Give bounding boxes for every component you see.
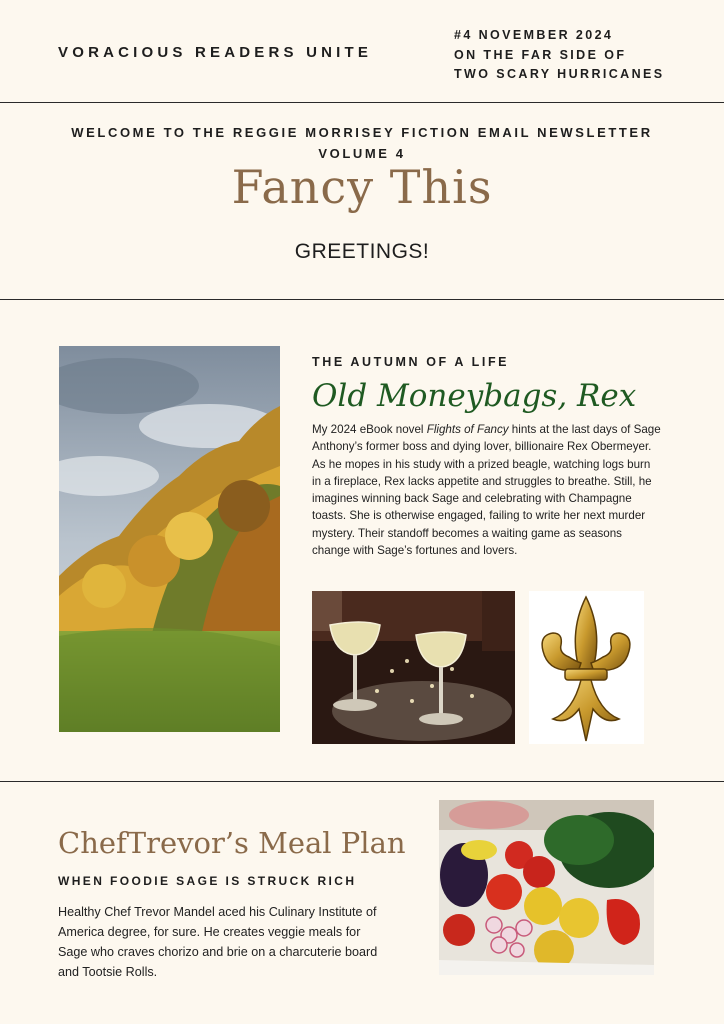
- issue-line-3: TWO SCARY HURRICANES: [454, 67, 665, 81]
- divider-middle: [0, 299, 724, 300]
- newsletter-header: [0, 0, 724, 102]
- article-body-prefix: My 2024 eBook novel: [312, 423, 427, 436]
- greeting: GREETINGS!: [294, 240, 430, 263]
- brand-name: VORACIOUS READERS UNITE: [58, 44, 373, 61]
- vegetables-photo: [439, 800, 654, 975]
- article-kicker: THE AUTUMN OF A LIFE: [312, 355, 510, 369]
- issue-info: [454, 26, 665, 85]
- autumn-forest-photo: [59, 346, 280, 732]
- fleur-de-lis-image: [529, 591, 644, 744]
- chef-kicker: WHEN FOODIE SAGE IS STRUCK RICH: [58, 874, 357, 888]
- issue-line-2: ON THE FAR SIDE OF: [454, 47, 627, 62]
- article-body-rest: hints at the last days of Sage Anthony’s former boss and dying lover, billionaire Rex Obermeyer. As he mopes in his study with a prized beagle, watching logs burn in a fireplace, Rex lacks appetite and struggles to breathe. Still, he imagines winning back Sage and celebrating with Champagne toasts. She is otherwise engaged, failing to write her next murder mystery. Their standoff becomes a waiting game as seasons change with Sage’s fortunes and lovers.: [312, 423, 661, 558]
- champagne-glasses-photo: [312, 591, 515, 744]
- chef-headline: ChefTrevor’s Meal Plan: [58, 826, 406, 860]
- article-headline: Old Moneybags, Rex: [312, 378, 637, 414]
- chef-body: Healthy Chef Trevor Mandel aced his Culinary Institute of America degree, for sure. He creates veggie meals for Sage who craves chorizo and brie on a charcuterie board and Tootsie Rolls.: [58, 905, 378, 979]
- divider-bottom: [0, 781, 724, 782]
- volume-line: VOLUME 4: [318, 146, 406, 161]
- welcome-line-1: WELCOME TO THE REGGIE MORRISEY FICTION EMAIL NEWSLETTER: [71, 125, 653, 140]
- divider-top: [0, 102, 724, 103]
- book-title: Flights of Fancy: [426, 423, 509, 436]
- welcome-banner: [0, 122, 724, 164]
- newsletter-title: Fancy This: [231, 160, 493, 214]
- article-body: [312, 421, 662, 559]
- issue-line-1: #4 NOVEMBER 2024: [454, 28, 614, 42]
